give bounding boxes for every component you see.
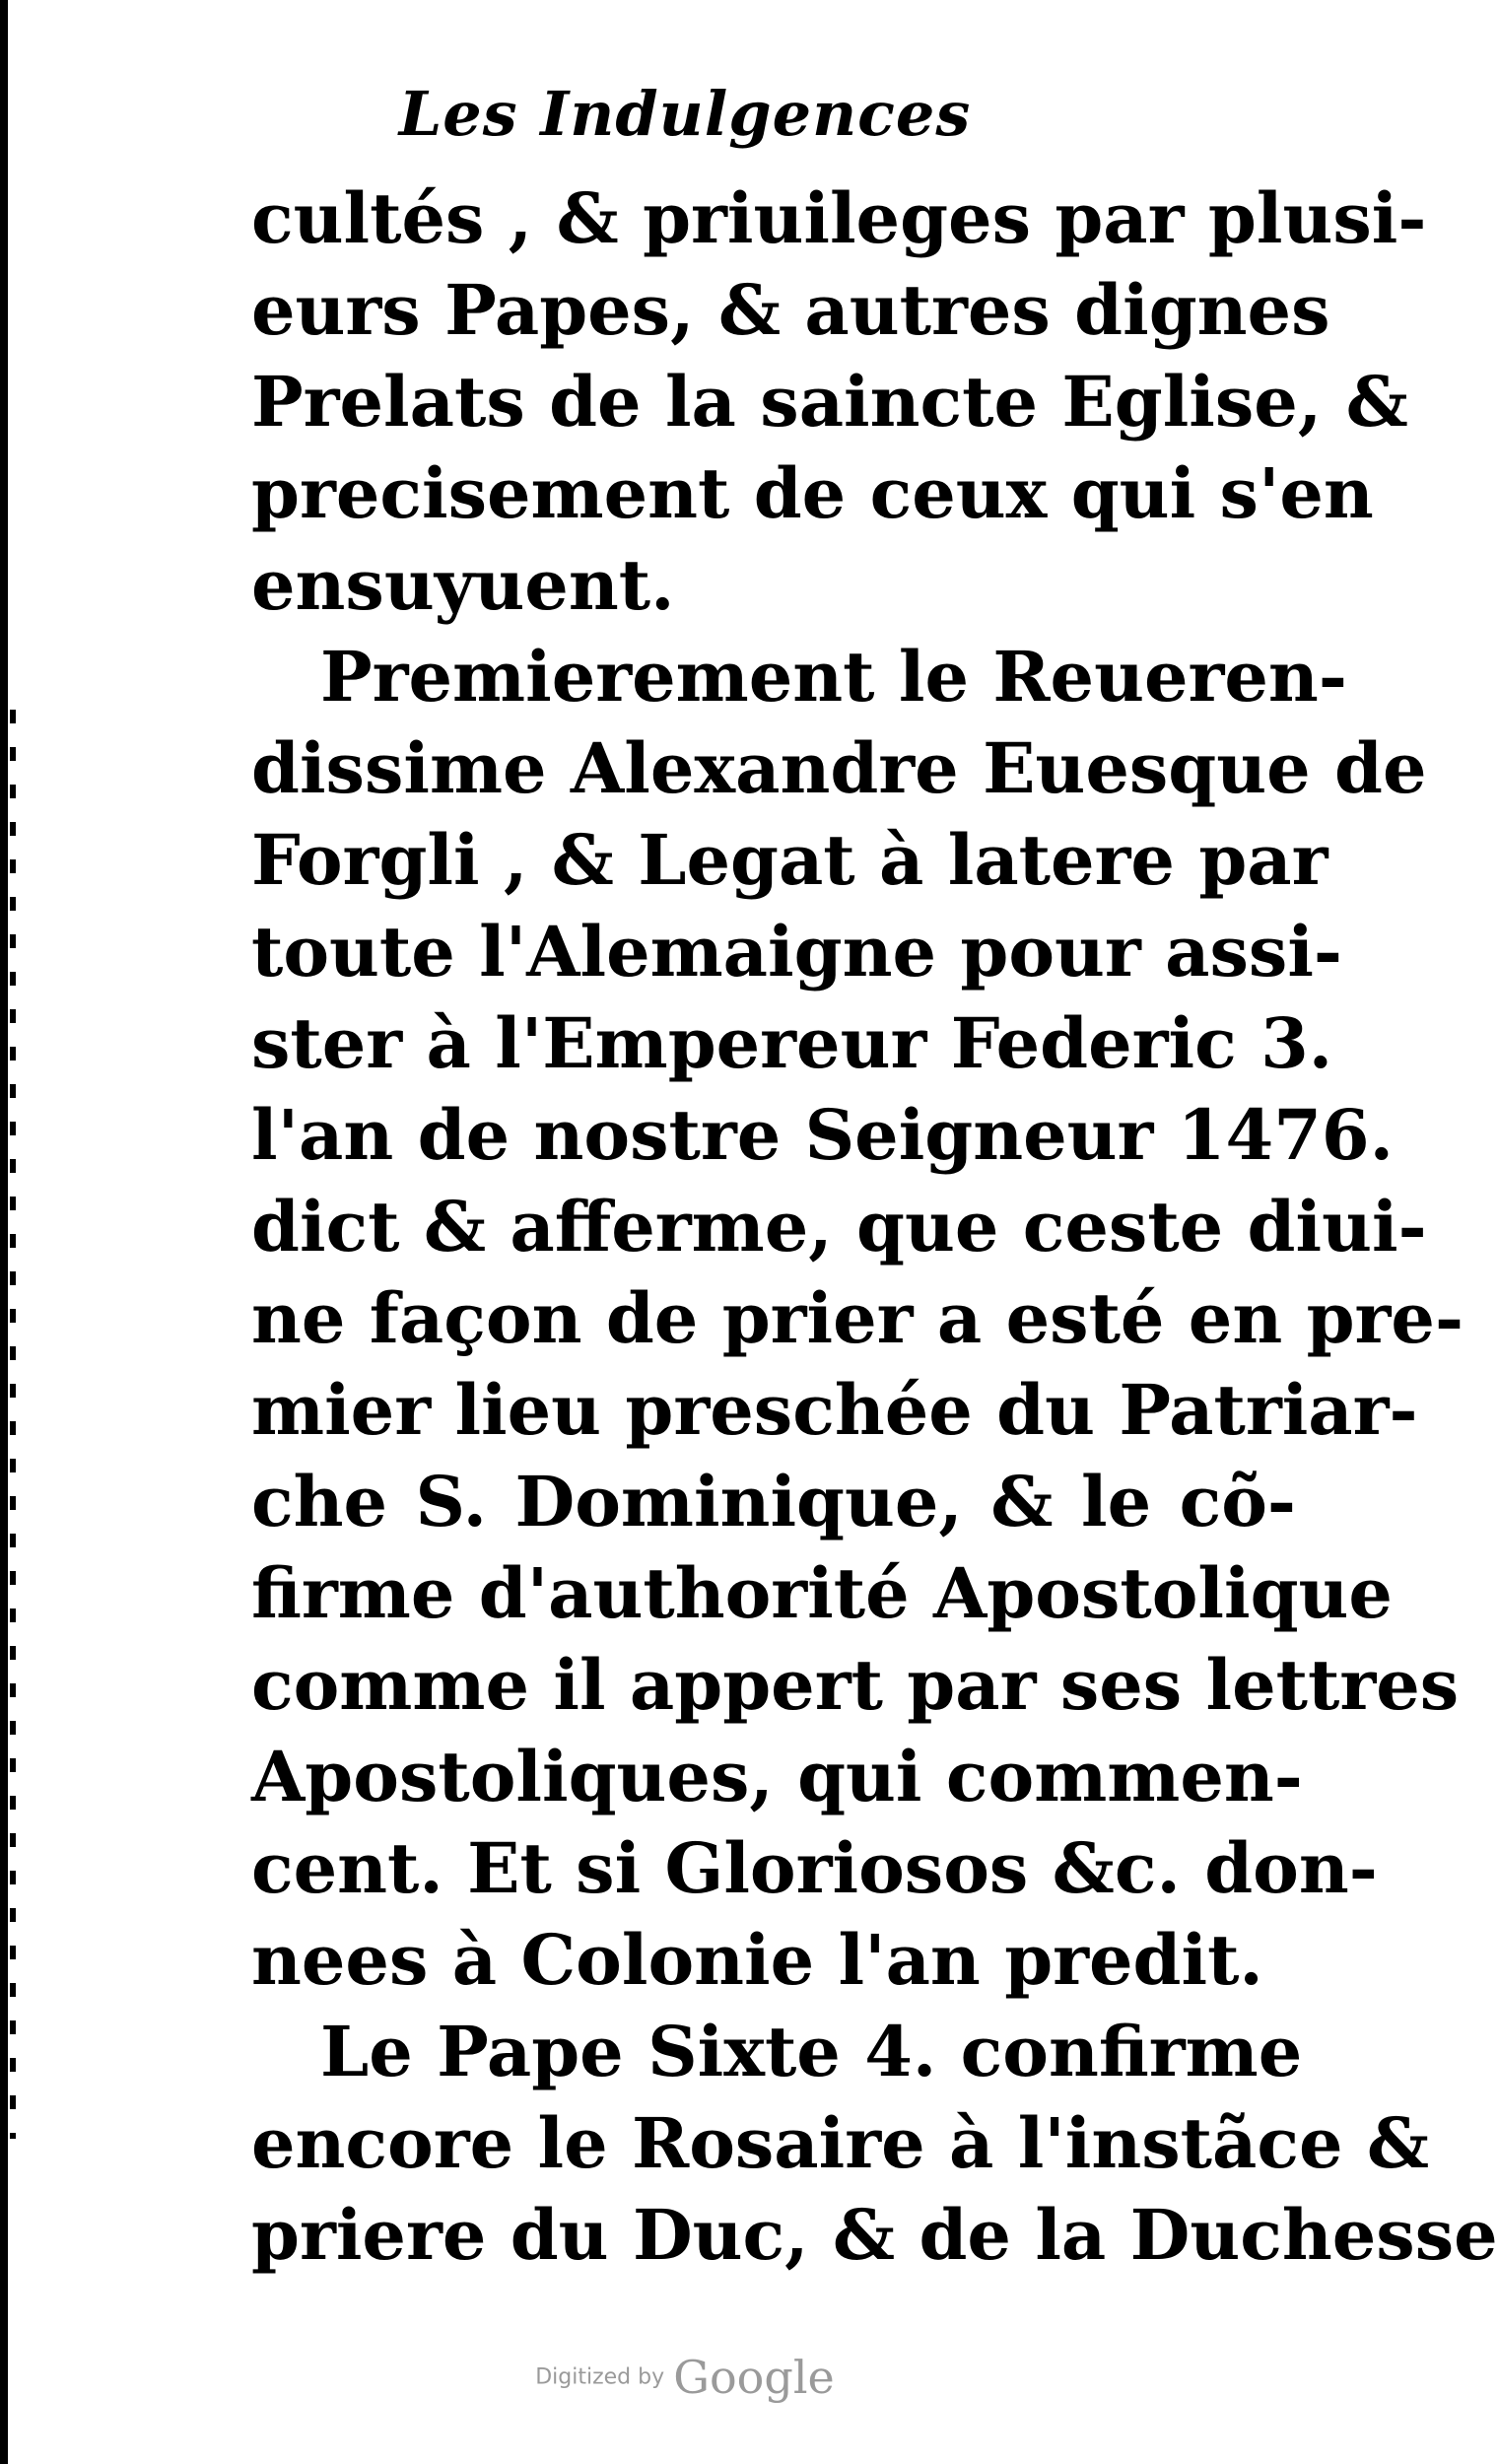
running-header: Les Indulgences [398, 78, 972, 150]
text-line: nees à Colonie l'an predit. [251, 1919, 1263, 2001]
digitized-watermark [0, 2351, 1370, 2404]
text-line: Le Pape Sixte 4. confirme [320, 2011, 1303, 2092]
text-line: dissime Alexandre Euesque de [251, 727, 1427, 809]
text-line: encore le Rosaire à l'instãce & [251, 2102, 1430, 2184]
text-line: Prelats de la saincte Eglise, & [251, 361, 1408, 443]
text-line: ne façon de prier a esté en pre- [251, 1277, 1464, 1359]
watermark-prefix: Digitized by [535, 2364, 665, 2390]
text-line: mier lieu preschée du Patriar- [251, 1369, 1418, 1451]
text-line: precisement de ceux qui s'en [251, 452, 1374, 534]
text-line: ensuyuent. [251, 544, 675, 626]
watermark-brand: Google [673, 2351, 835, 2404]
text-line: comme il appert par ses lettres [251, 1644, 1460, 1726]
text-line: Forgli , & Legat à latere par [251, 819, 1328, 901]
body-text [251, 172, 1498, 2281]
text-line: cultés , & priuileges par plusi- [251, 177, 1427, 259]
text-line: Apostoliques, qui commen- [251, 1736, 1303, 1817]
text-line: dict & afferme, que ceste diui- [251, 1186, 1427, 1267]
text-line: che S. Dominique, & le cõ- [251, 1461, 1296, 1542]
text-line: firme d'authorité Apostolique [251, 1552, 1393, 1634]
text-line: cent. Et si Gloriosos &c. don- [251, 1827, 1378, 1909]
page-edge-shadow [0, 0, 8, 2464]
page-edge-marks [10, 710, 16, 2139]
text-line: Premierement le Reueren- [320, 636, 1347, 718]
text-line: l'an de nostre Seigneur 1476. [251, 1094, 1394, 1176]
text-line: priere du Duc, & de la Duchesse [251, 2194, 1498, 2276]
text-line: ster à l'Empereur Federic 3. [251, 1002, 1333, 1084]
text-line: toute l'Alemaigne pour assi- [251, 911, 1342, 992]
text-line: eurs Papes, & autres dignes [251, 269, 1330, 351]
